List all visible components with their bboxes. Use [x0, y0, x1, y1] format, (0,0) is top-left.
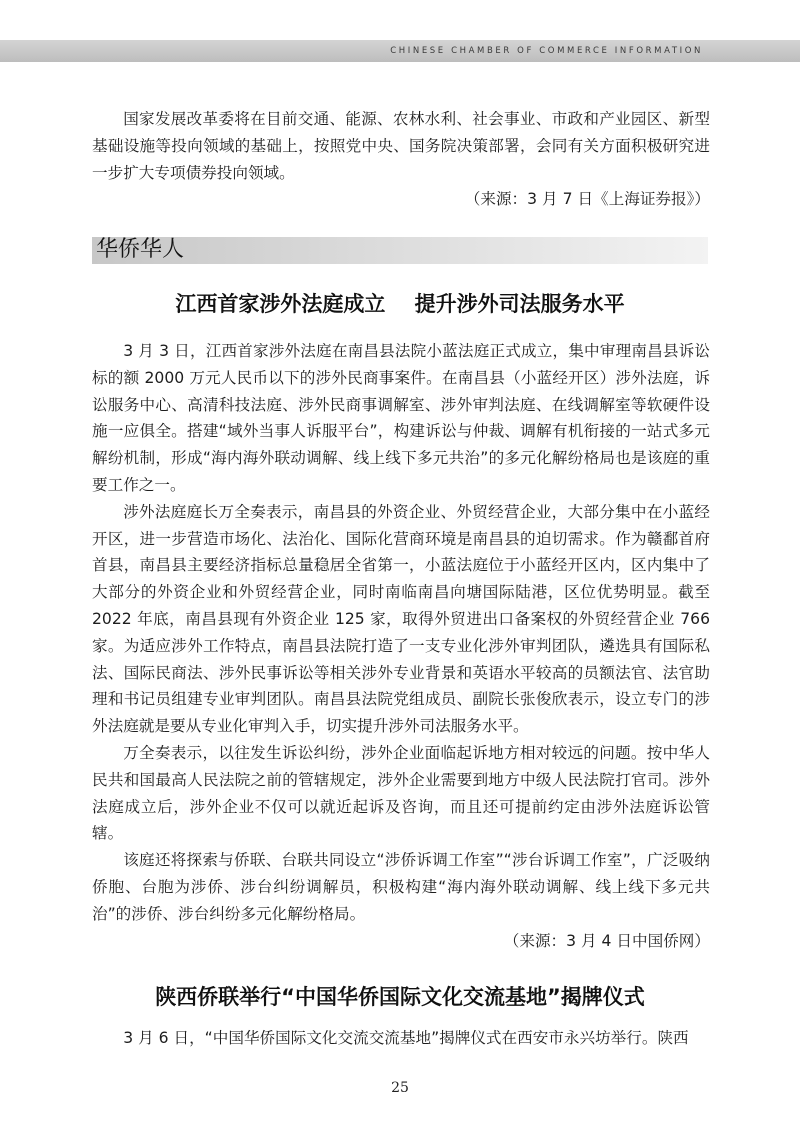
article1-paragraph-3: 万全奏表示，以往发生诉讼纠纷，涉外企业面临起诉地方相对较远的问题。按中华人民共和国最高人民法院之前的管辖规定，涉外企业需要到地方中级人民法院打官司。涉外法庭成立后，涉外企业不仅可以就近起诉及咨询，而且还可提前约定由涉外法庭诉讼管辖。: [92, 743, 710, 843]
article1-paragraph-1: 3 月 3 日，江西首家涉外法庭在南昌县法院小蓝法庭正式成立，集中审理南昌县诉讼标的额 2000 万元人民币以下的涉外民商事案件。在南昌县（小蓝经开区）涉外法庭，诉讼服务中心、高清科技法庭、涉外民商事调解室、涉外审判法庭、在线调解室等软硬件设施一应俱全。搭建“域外当事人诉服平台”，构建诉讼与仲裁、调解有机衔接的一站式多元解纷机制，形成“海内海外联动调解、线上线下多元共治”的多元化解纷格局也是该庭的重要工作之一。: [92, 342, 710, 494]
header-banner-text: CHINESE CHAMBER OF COMMERCE INFORMATION: [390, 46, 703, 56]
intro-source: （来源：3 月 7 日《上海证券报》）: [464, 190, 710, 209]
article-title-jiangxi: 江西首家涉外法庭成立 提升涉外司法服务水平: [175, 292, 625, 316]
section-title: 华侨华人: [96, 237, 185, 262]
article1-paragraph-2: 涉外法庭庭长万全奏表示，南昌县的外资企业、外贸经营企业，大部分集中在小蓝经开区，进一步营造市场化、法治化、国际化营商环境是南昌县的迫切需求。作为赣鄱首府首县，南昌县主要经济指标总量稳居全省第一，小蓝法庭位于小蓝经开区内，区内集中了大部分的外资企业和外贸经营企业，同时南临南昌向塘国际陆港，区位优势明显。截至 2022 年底，南昌县现有外资企业 125 家，取得外贸进出口备案权的外贸经营企业 766 家。为适应涉外工作特点，南昌县法院打造了一支专业化涉外审判团队，遴选具有国际私法、国际民商法、涉外民事诉讼等相关涉外专业背景和英语水平较高的员额法官、法官助理和书记员组建专业审判团队。南昌县法院党组成员、副院长张俊欣表示，设立专门的涉外法庭就是要从专业化审判入手，切实提升涉外司法服务水平。: [92, 502, 710, 736]
article-title-shaanxi: 陕西侨联举行“中国华侨国际文化交流基地”揭牌仪式: [155, 985, 645, 1009]
intro-paragraph: 国家发展改革委将在目前交通、能源、农林水利、社会事业、市政和产业园区、新型基础设施等投向领域的基础上，按照党中央、国务院决策部署，会同有关方面积极研究进一步扩大专项债券投向领域。: [92, 110, 710, 182]
intro-block: [92, 106, 710, 213]
article1-paragraph-4: 该庭还将探索与侨联、台联共同设立“涉侨诉调工作室”“涉台诉调工作室”，广泛吸纳侨胞、台胞为涉侨、涉台纠纷调解员，积极构建“海内海外联动调解、线上线下多元共治”的涉侨、涉台纠纷多元化解纷格局。: [92, 851, 710, 923]
article-body-jiangxi: [92, 338, 710, 954]
article1-source: （来源：3 月 4 日中国侨网）: [503, 931, 710, 950]
page-number: 25: [391, 1080, 409, 1096]
article2-paragraph-1: 3 月 6 日，“中国华侨国际文化交流交流基地”揭牌仪式在西安市永兴坊举行。陕西: [123, 1029, 689, 1047]
article-body-shaanxi: [92, 1025, 710, 1052]
section-header-bar: [92, 237, 708, 264]
